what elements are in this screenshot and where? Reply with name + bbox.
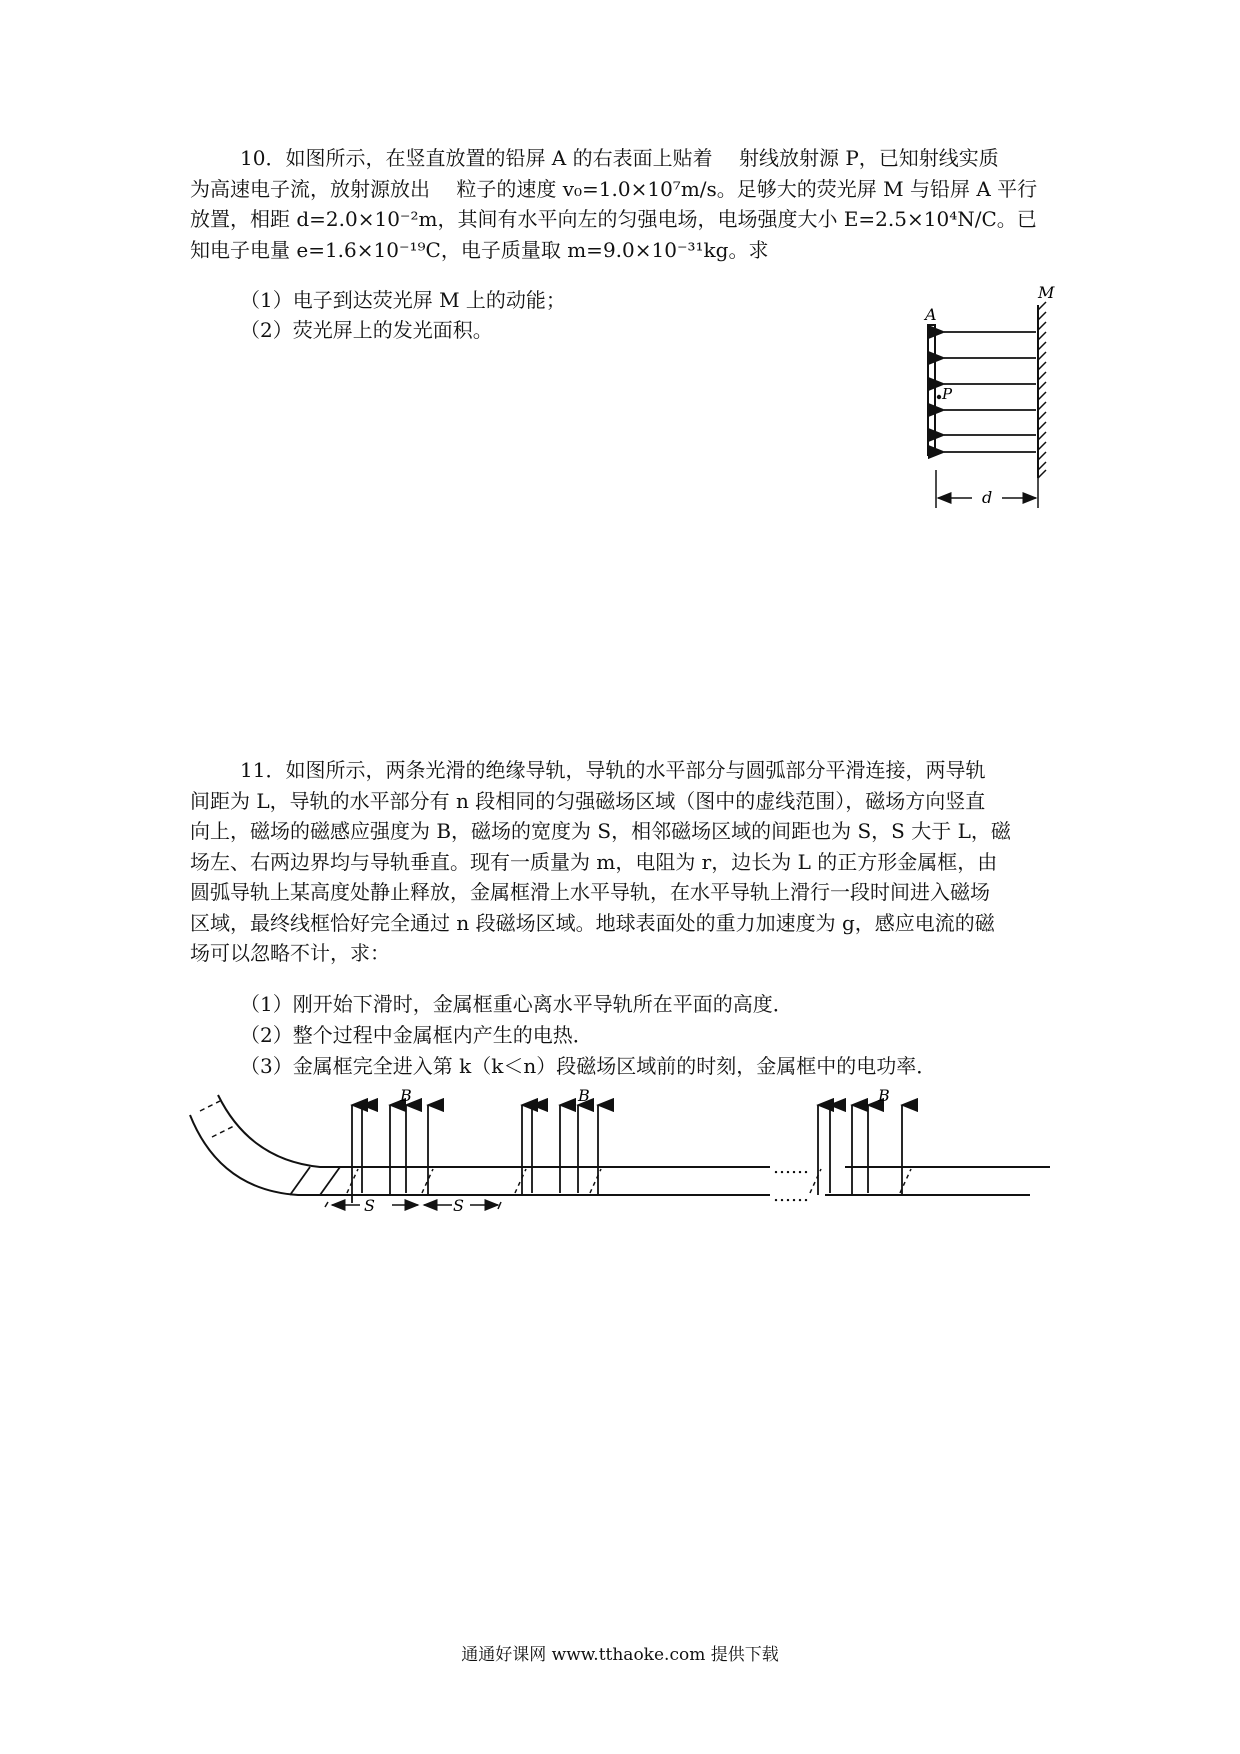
label-d: d xyxy=(982,488,993,507)
magnetic-region-2 xyxy=(515,1086,601,1195)
q10-line-1: 10．如图所示，在竖直放置的铅屏 A 的右表面上贴着 射线放射源 P，已知射线实质 xyxy=(240,146,999,170)
q11-line-3: 向上，磁场的磁感应强度为 B，磁场的宽度为 S，相邻磁场区域的间距也为 S，S 大于 L，磁 xyxy=(190,819,1011,843)
magnetic-region-n xyxy=(810,1086,911,1195)
q11-line-1: 11．如图所示，两条光滑的绝缘导轨，导轨的水平部分与圆弧部分平滑连接，两导轨 xyxy=(240,758,986,782)
q11-subquestion-1: （1）刚开始下滑时，金属框重心离水平导轨所在平面的高度． xyxy=(240,992,793,1016)
label-b-n: B xyxy=(878,1086,890,1105)
curved-rail-dashes xyxy=(200,1101,236,1137)
q11-figure xyxy=(180,1085,1060,1220)
label-a: A xyxy=(925,305,937,324)
source-p xyxy=(937,395,941,399)
metal-frame xyxy=(290,1167,340,1195)
page-footer: 通通好课网 www.tthaoke.com 提供下载 xyxy=(461,1645,779,1665)
label-s-2: S xyxy=(453,1196,464,1215)
curved-rail-inner xyxy=(190,1115,485,1195)
q10-line-2: 为高速电子流，放射源放出 粒子的速度 v₀=1.0×10⁷m/s。足够大的荧光屏 M 与铅屏 A 平行 xyxy=(190,176,1038,201)
q11-subquestion-3: （3）金属框完全进入第 k（k＜n）段磁场区域前的时刻，金属框中的电功率． xyxy=(240,1054,937,1078)
q11-line-4: 场左、右两边界均与导轨垂直。现有一质量为 m，电阻为 r，边长为 L 的正方形金属框，由 xyxy=(190,849,998,874)
question-11-text xyxy=(190,755,1060,969)
lead-screen-a xyxy=(928,325,935,455)
magnetic-region-1 xyxy=(347,1086,433,1203)
screen-hatching xyxy=(1038,302,1046,478)
q10-subquestion-1: （1）电子到达荧光屏 M 上的动能； xyxy=(240,288,566,312)
q11-line-7: 场可以忽略不计，求： xyxy=(190,941,390,965)
q11-line-5: 圆弧导轨上某高度处静止释放，金属框滑上水平导轨，在水平导轨上滑行一段时间进入磁场 xyxy=(190,880,990,904)
q10-line-4: 知电子电量 e=1.6×10⁻¹⁹C，电子质量取 m=9.0×10⁻³¹kg。求 xyxy=(190,237,769,262)
electric-field-lines xyxy=(944,332,1036,452)
label-m: M xyxy=(1038,283,1055,302)
q11-line-2: 间距为 L，导轨的水平部分有 n 段相同的匀强磁场区域（图中的虚线范围），磁场方向竖直 xyxy=(190,788,986,813)
label-b-2: B xyxy=(578,1086,590,1105)
rail-dots-top: …… xyxy=(773,1157,809,1178)
label-s-1: S xyxy=(364,1196,375,1215)
q10-line-3: 放置，相距 d=2.0×10⁻²m，其间有水平向左的匀强电场，电场强度大小 E=2.5×10⁴N/C。已 xyxy=(190,207,1037,231)
label-p: P xyxy=(942,385,953,403)
q10-figure xyxy=(900,280,1080,530)
label-b-1: B xyxy=(400,1086,412,1105)
q11-subquestion-2: （2）整个过程中金属框内产生的电热． xyxy=(240,1023,593,1047)
question-10-text xyxy=(190,143,1060,265)
rail-dots-bottom: …… xyxy=(773,1185,809,1206)
q11-line-6: 区域，最终线框恰好完全通过 n 段磁场区域。地球表面处的重力加速度为 g，感应电流的磁 xyxy=(190,910,995,935)
q10-subquestion-2: （2）荧光屏上的发光面积。 xyxy=(240,318,493,342)
